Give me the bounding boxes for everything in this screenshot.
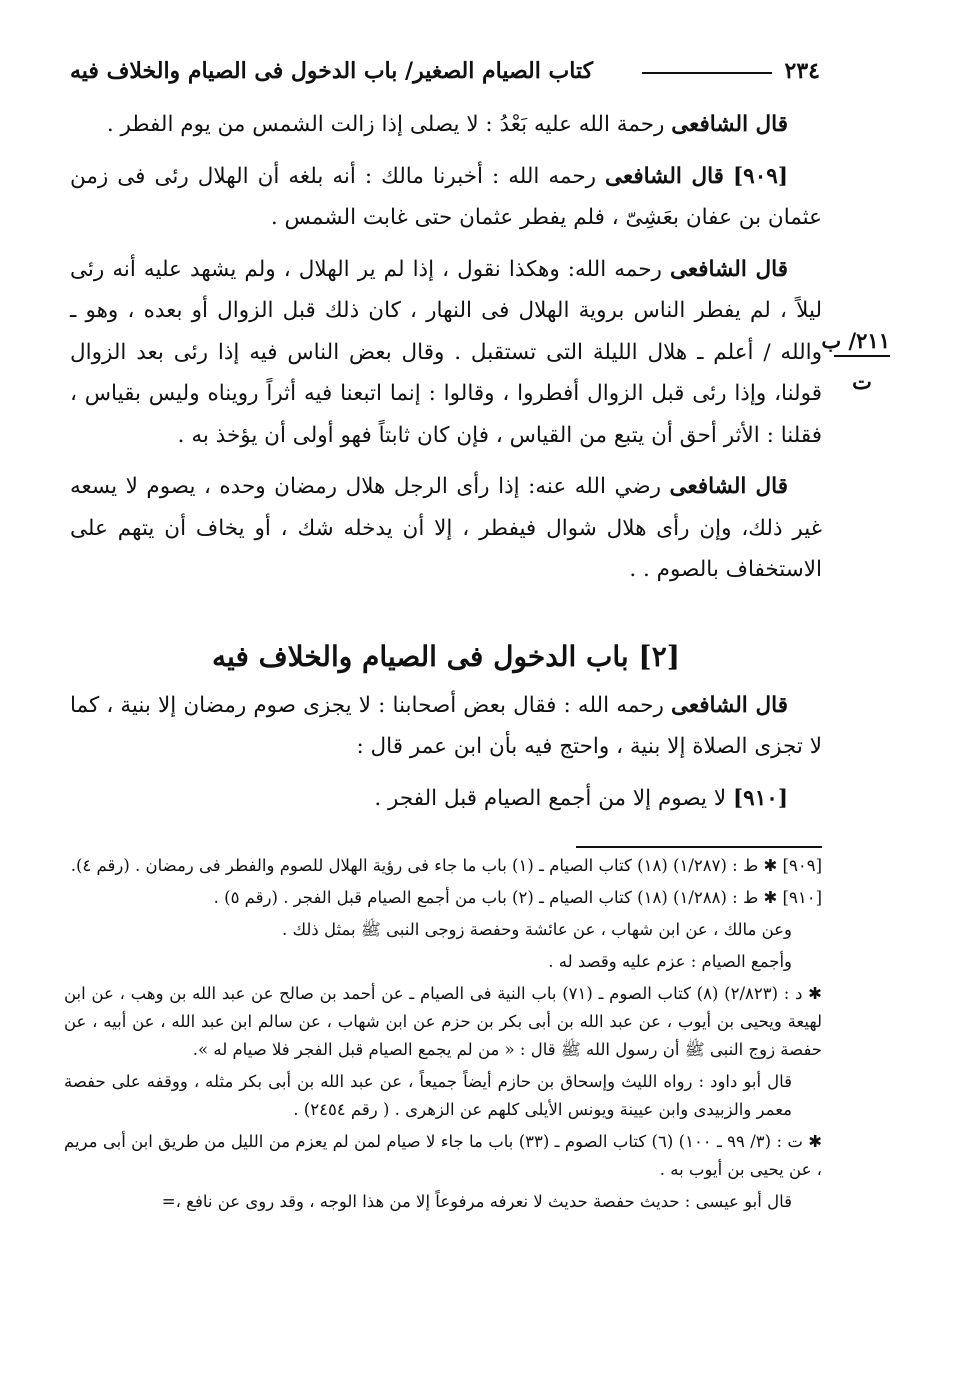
paragraph-text: رحمه الله : فقال بعض أصحابنا : لا يجزى صوم رمضان إلا بنية ، كما لا تجزى الصلاة إلا بنية ، واحتج فيه بأن ابن عمر قال : <box>70 692 822 759</box>
hadith-number: [٩٠٩] <box>732 163 788 189</box>
paragraph <box>70 104 822 146</box>
margin-folio-ref: ٢١١/ ب <box>834 328 890 357</box>
paragraph-text: رحمه الله : أخبرنا مالك : أنه بلغه أن الهلال رئى فى زمن عثمان بن عفان بعَشِىّ ، فلم يفطر عثمان حتى غابت الشمس . <box>70 163 822 230</box>
speaker-lead: قال الشافعى <box>671 112 788 137</box>
footnote: [٩١٠] ✱ ط : (١/٢٨٨) (١٨) كتاب الصيام ـ (٢) باب من أجمع الصيام قبل الفجر . (رقم ٥) . <box>213 888 822 907</box>
paragraph-text: لا يصوم إلا من أجمع الصيام قبل الفجر . <box>374 785 733 811</box>
speaker-lead: قال الشافعى <box>605 163 724 189</box>
hadith-number: [٩١٠] <box>732 785 788 811</box>
main-text <box>70 104 822 829</box>
speaker-lead: قال الشافعى <box>669 474 788 499</box>
speaker-lead: قال الشافعى <box>670 692 788 718</box>
header-title: كتاب الصيام الصغير/ باب الدخول فى الصيام والخلاف فيه <box>70 58 594 84</box>
speaker-lead: قال الشافعى <box>669 256 788 282</box>
footnote: قال أبو عيسى : حديث حفصة حديث لا نعرفه مرفوعاً إلا من هذا الوجه ، وقد روى عن نافع ،= <box>161 1192 792 1211</box>
paragraph-text: رحمة الله عليه بَعْدُ : لا يصلى إذا زالت الشمس من يوم الفطر . <box>106 112 672 137</box>
margin-manuscript-letter: ت <box>852 369 872 394</box>
footnote: ✱ د : (٢/٨٢٣) (٨) كتاب الصوم ـ (٧١) باب النية فى الصيام ـ عن أحمد بن صالح عن عبد الله بن وهب ، عن ابن لهيعة ويحيى بن أيوب ، عن عبد الله بن أبى بكر بن حزم عن ابن شهاب ، عن سالم ابن عبد الله ، عن أبيه ، عن حفصة زوج النبى ﷺ أن رسول الله ﷺ قال : « من لم يجمع الصيام قبل الفجر فلا صيام له ». <box>64 984 822 1059</box>
footnote-separator <box>576 846 822 848</box>
paragraph <box>70 778 822 820</box>
footnote: [٩٠٩] ✱ ط : (١/٢٨٧) (١٨) كتاب الصيام ـ (١) باب ما جاء فى رؤية الهلال للصوم والفطر فى رمضان . (رقم ٤). <box>70 856 822 875</box>
footnote: قال أبو داود : رواه الليث وإسحاق بن حازم أيضاً جميعاً ، عن عبد الله بن أبى بكر مثله ، ووقفه على حفصة معمر والزبيدى وابن عيينة ويونس الأيلى كلهم عن الزهرى . ( رقم ٢٤٥٤) . <box>64 1072 792 1119</box>
page-number: ٢٣٤ <box>784 58 820 84</box>
footnote: وأجمع الصيام : عزم عليه وقصد له . <box>548 952 792 971</box>
paragraph <box>70 685 822 768</box>
footnote: ✱ ت : (٣/ ٩٩ ـ ١٠٠) (٦) كتاب الصوم ـ (٣٣) باب ما جاء لا صيام لمن لم يعزم من الليل من طريق ابن أبى مريم ، عن يحيى بن أيوب به . <box>64 1132 823 1179</box>
header-rule <box>642 72 772 74</box>
footnotes <box>64 852 822 1220</box>
running-header <box>70 58 820 92</box>
paragraph-text: رحمه الله: وهكذا نقول ، إذا لم ير الهلال ، ولم يشهد عليه أنه رئى ليلاً ، لم يفطر الناس بروية الهلال فى النهار ، كان ذلك قبل الزوال أو بعده ، وهو ـ والله / أعلم ـ هلال الليلة التى تستقبل . وقال بعض الناس فيه إذا رئى بعد الزوال قولنا، وإذا رئى قبل الزوال أفطروا ، وقالوا : إنما اتبعنا فيه أثراً رويناه وليس بقياس ، فقلنا : الأثر أحق أن يتبع من القياس ، فإن كان ثابتاً فهو أولى أن يؤخذ به . <box>70 256 822 448</box>
paragraph <box>70 156 822 239</box>
footnote: وعن مالك ، عن ابن شهاب ، عن عائشة وحفصة زوجى النبى ﷺ بمثل ذلك . <box>281 920 792 939</box>
paragraph <box>70 466 822 591</box>
paragraph <box>70 249 822 457</box>
paragraph-text: رضي الله عنه: إذا رأى الرجل هلال رمضان وحده ، يصوم لا يسعه غير ذلك، وإن رأى هلال شوال فيفطر ، إلا أن يدخله شك ، أو يخاف أن يتهم على الاستخفاف بالصوم . . <box>70 474 822 582</box>
section-heading: [٢] باب الدخول فى الصيام والخلاف فيه <box>212 639 680 673</box>
margin-note <box>821 328 890 394</box>
